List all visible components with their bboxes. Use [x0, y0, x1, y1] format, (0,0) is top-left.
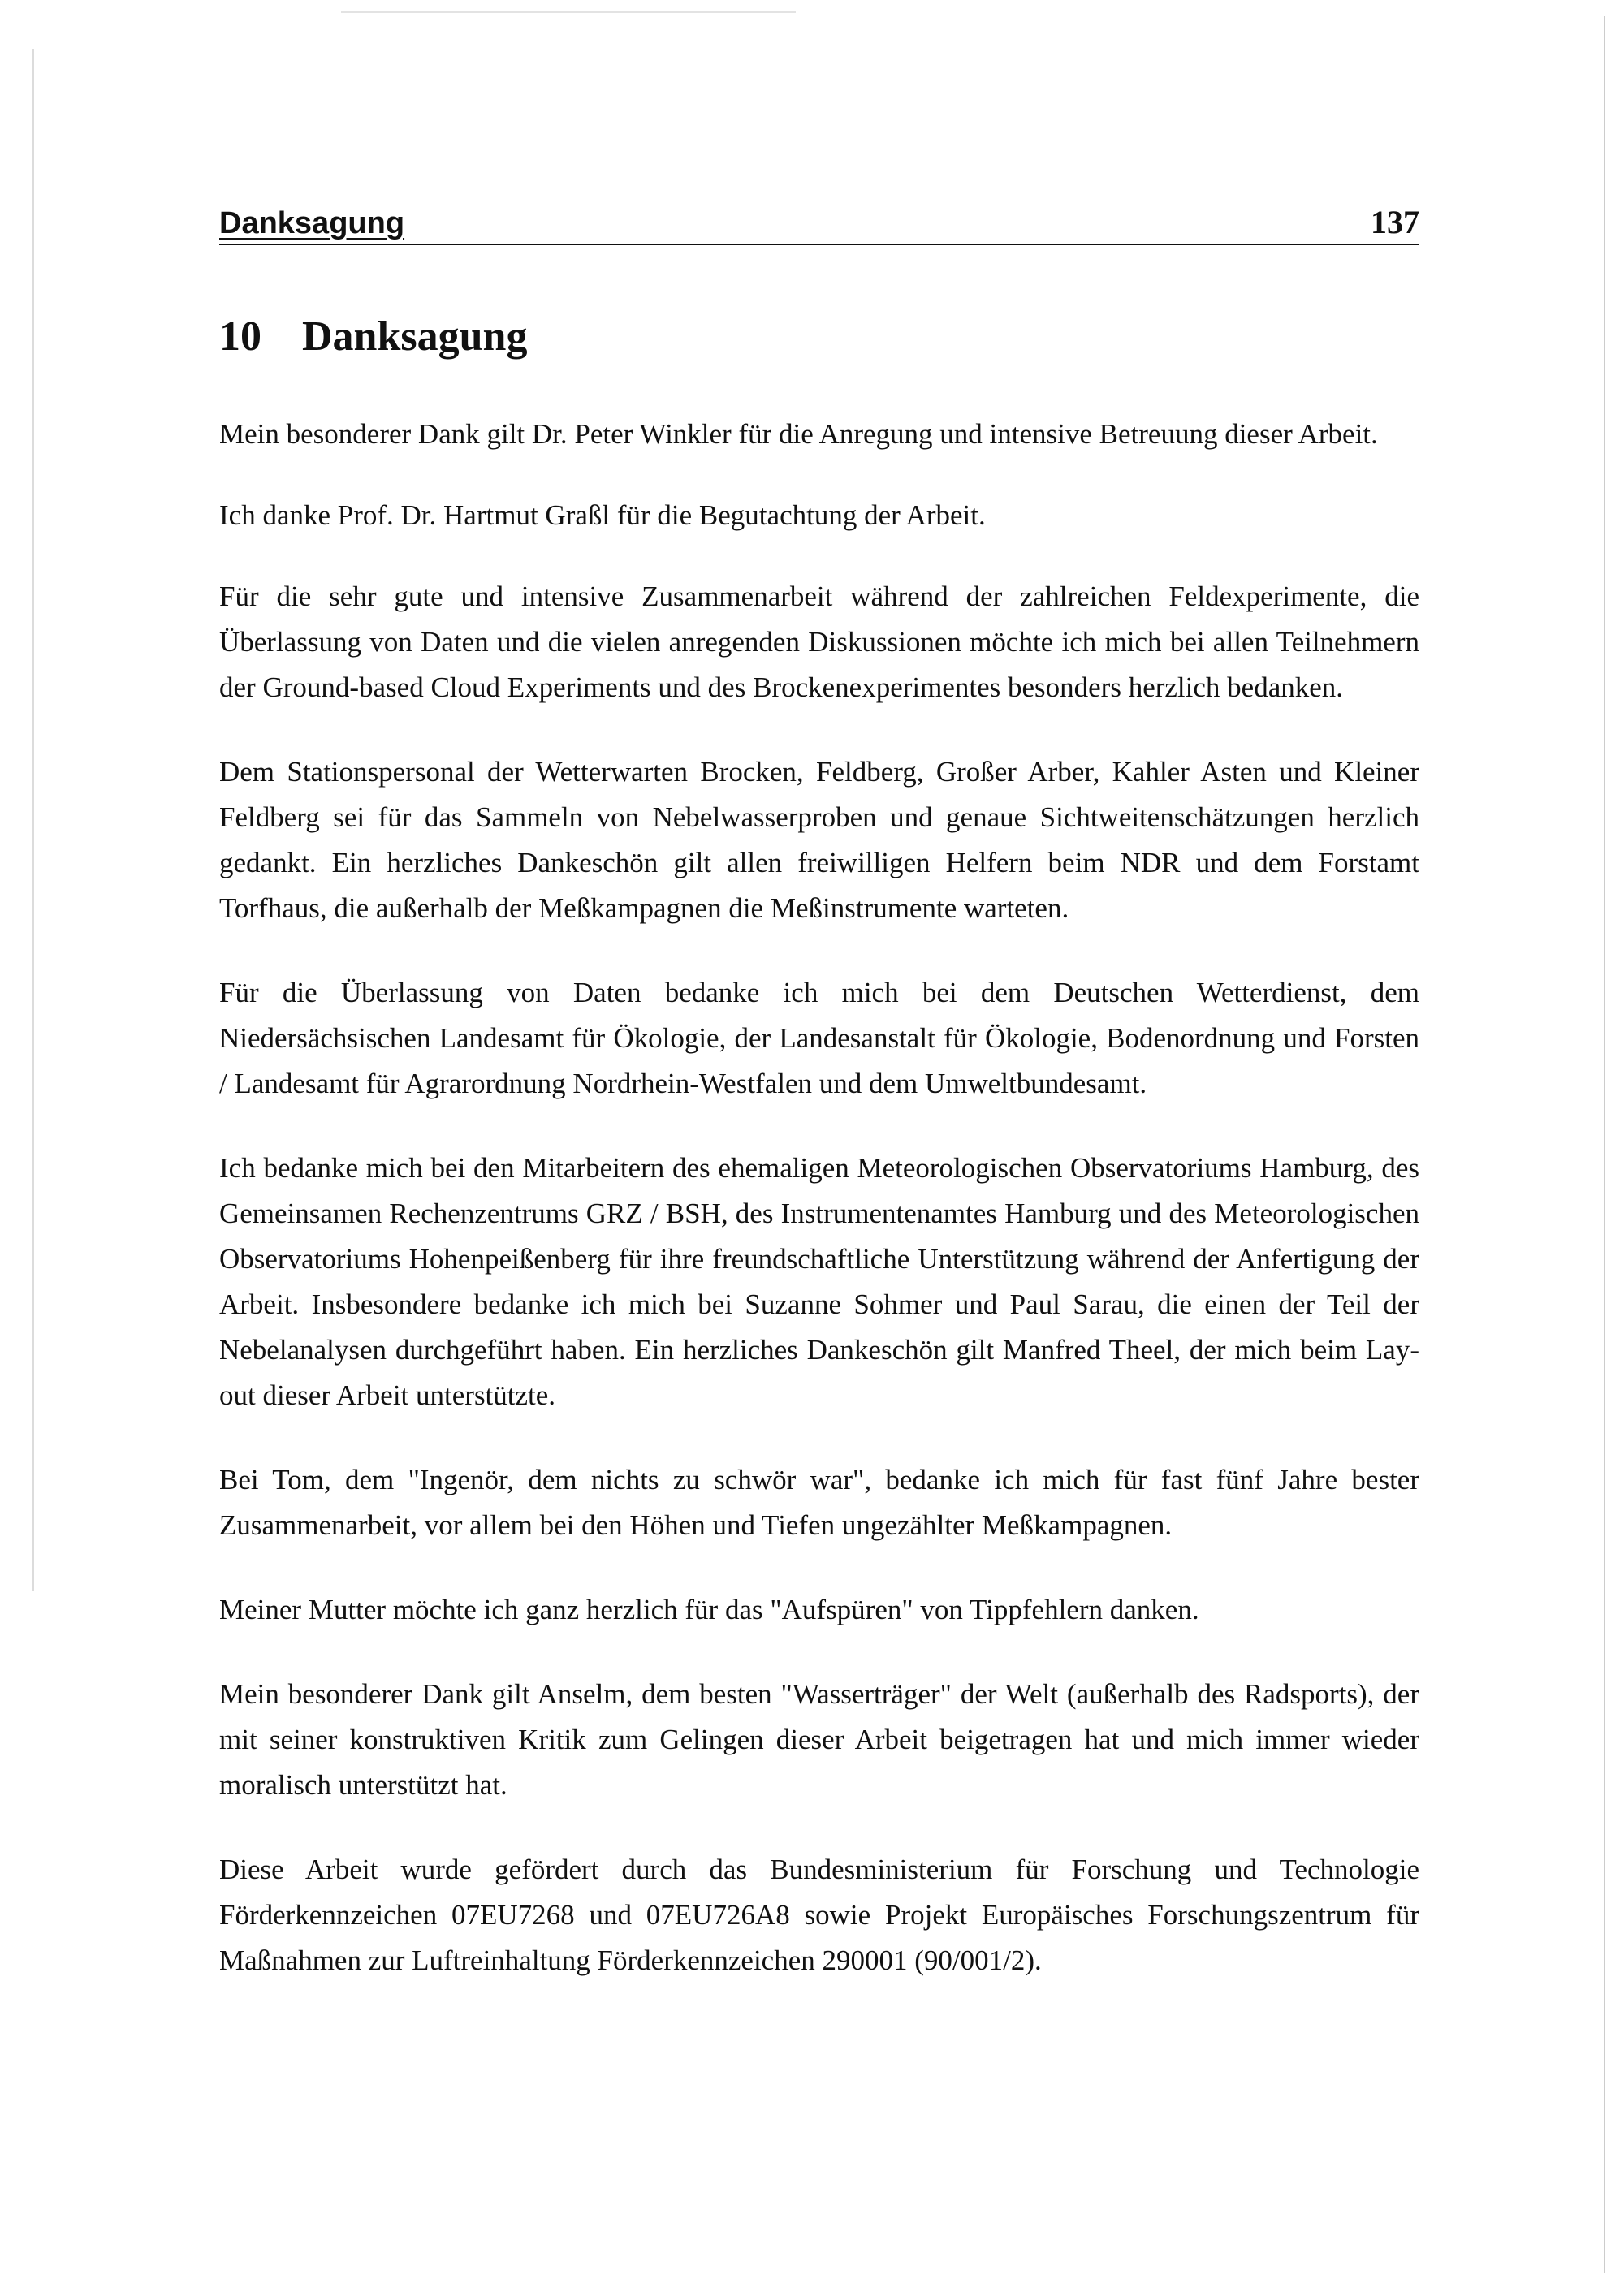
paragraph: Mein besonderer Dank gilt Anselm, dem besten "Wasserträger" der Welt (außerhalb des Radsports), der mit seiner konstruktiven Kritik zum Gelingen dieser Arbeit beigetragen hat und mich immer wieder moralisch unterstützt hat.	[219, 1678, 1419, 1801]
paragraph: Diese Arbeit wurde gefördert durch das Bundesministerium für Forschung und Technologie Förderkennzeichen 07EU7268 und 07EU726A8 sowie Projekt Europäisches Forschungszentrum für Maßnahmen zur Luftreinhaltung Förderkennzeichen 290001 (90/001/2).	[219, 1854, 1419, 1976]
running-header	[219, 198, 1419, 245]
acknowledgements-body	[219, 412, 1419, 2022]
paragraph: Mein besonderer Dank gilt Dr. Peter Winkler für die Anregung und intensive Betreuung dieser Arbeit.	[219, 418, 1378, 450]
paragraph: Für die sehr gute und intensive Zusammenarbeit während der zahlreichen Feldexperimente, die Überlassung von Daten und die vielen anregenden Diskussionen möchte ich mich bei allen Teilnehmern der Ground-based Cloud Experiments und des Brockenexperimentes besonders herzlich bedanken.	[219, 580, 1419, 703]
scan-edge-left	[32, 49, 34, 1591]
header-title: Danksagung	[219, 206, 405, 240]
paragraph: Dem Stationspersonal der Wetterwarten Brocken, Feldberg, Großer Arber, Kahler Asten und Kleiner Feldberg sei für das Sammeln von Nebelwasserproben und genaue Sichtweitenschätzungen herzlich gedankt. Ein herzliches Dankeschön gilt allen freiwilligen Helfern beim NDR und dem Forstamt Torfhaus, die außerhalb der Meßkampagnen die Meßinstrumente warteten.	[219, 756, 1419, 924]
paragraph: Ich danke Prof. Dr. Hartmut Graßl für die Begutachtung der Arbeit.	[219, 499, 986, 531]
paragraph: Für die Überlassung von Daten bedanke ich mich bei dem Deutschen Wetterdienst, dem Niedersächsischen Landesamt für Ökologie, der Landesanstalt für Ökologie, Bodenordnung und Forsten / Landesamt für Agrarordnung Nordrhein-Westfalen und dem Umweltbundesamt.	[219, 977, 1419, 1099]
paragraph: Bei Tom, dem "Ingenör, dem nichts zu schwör war", bedanke ich mich für fast fünf Jahre bester Zusammenarbeit, vor allem bei den Höhen und Tiefen ungezählter Meßkampagnen.	[219, 1464, 1419, 1541]
paragraph: Ich bedanke mich bei den Mitarbeitern des ehemaligen Meteorologischen Observatoriums Hamburg, des Gemeinsamen Rechenzentrums GRZ / BSH, des Instrumentenamtes Hamburg und des Meteorologischen Observatoriums Hohenpeißenberg für ihre freundschaftliche Unterstützung während der Anfertigung der Arbeit. Insbesondere bedanke ich mich bei Suzanne Sohmer und Paul Sarau, die einen der Teil der Nebelanalysen durchgeführt haben. Ein herzliches Dankeschön gilt Manfred Theel, der mich beim Lay-out dieser Arbeit unterstützte.	[219, 1152, 1419, 1411]
scan-edge-right	[1604, 16, 1605, 2273]
paragraph: Meiner Mutter möchte ich ganz herzlich für das "Aufspüren" von Tippfehlern danken.	[219, 1594, 1199, 1625]
chapter-title: Danksagung	[302, 313, 528, 360]
chapter-heading	[219, 312, 527, 362]
scan-edge-top	[341, 11, 796, 13]
page-number: 137	[1371, 204, 1419, 240]
chapter-number: 10	[219, 313, 261, 360]
